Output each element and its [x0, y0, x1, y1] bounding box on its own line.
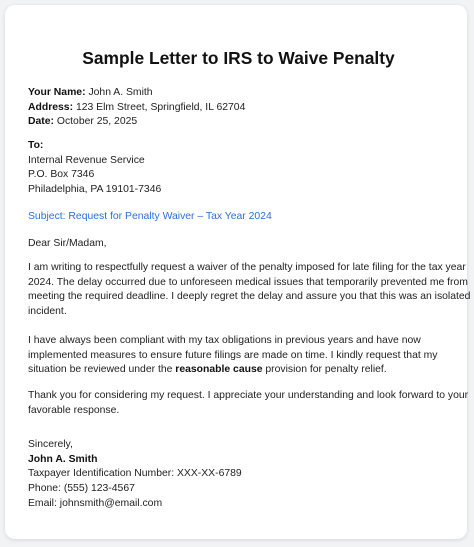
recipient-block — [28, 139, 453, 198]
sender-address-value: 123 Elm Street, Springfield, IL 62704 — [75, 101, 246, 113]
sender-block — [28, 86, 453, 130]
closing-phone: Phone: (555) 123-4567 — [28, 483, 135, 495]
paragraph-2-text: provision for penalty relief. — [262, 364, 387, 376]
letter-card — [5, 5, 471, 539]
sender-date-label: Date: — [28, 116, 54, 128]
paragraph-2 — [28, 334, 453, 378]
sender-address-label: Address: — [28, 101, 74, 113]
paragraph-1-line: meeting the required deadline. I deeply regret the delay and assure you that this was an isolated — [28, 291, 471, 303]
sender-address-line — [28, 101, 453, 116]
paragraph-2-line — [28, 363, 453, 378]
sender-name-label: Your Name: — [28, 87, 86, 98]
paragraph-2-line: I have always been compliant with my tax obligations in previous years and have now — [28, 335, 421, 346]
closing-email: Email: johnsmith@email.com — [28, 497, 163, 509]
sender-date-value: October 25, 2025 — [56, 116, 138, 128]
letter-title: Sample Letter to IRS to Waive Penalty — [82, 48, 395, 68]
recipient-to-label: To: — [28, 140, 44, 151]
paragraph-1-line: I am writing to respectfully request a waiver of the penalty imposed for late filing for the tax year — [28, 262, 466, 273]
paragraph-2-line: implemented measures to ensure future filings are made on time. I kindly request that my — [28, 349, 438, 361]
closing-block — [28, 438, 453, 512]
salutation: Dear Sir/Madam, — [28, 238, 107, 249]
closing-sincerely: Sincerely, — [28, 439, 73, 450]
paragraph-1-line: 2024. The delay occurred due to unforeseen medical issues that temporarily prevented me from — [28, 276, 468, 288]
recipient-line-2: P.O. Box 7346 — [28, 169, 95, 181]
paragraph-3 — [28, 389, 469, 418]
paragraph-1 — [28, 261, 471, 320]
paragraph-3-line: Thank you for considering my request. I appreciate your understanding and look forward to your — [28, 390, 469, 401]
letter-subject: Subject: Request for Penalty Waiver – Tax Year 2024 — [28, 211, 272, 222]
closing-tin: Taxpayer Identification Number: XXX-XX-6789 — [28, 468, 242, 480]
paragraph-3-line: favorable response. — [28, 404, 120, 416]
reasonable-cause-emphasis: reasonable cause — [175, 364, 263, 376]
sender-name-value: John A. Smith — [88, 87, 153, 98]
sender-date-line — [28, 115, 453, 130]
recipient-line-3: Philadelphia, PA 19101-7346 — [28, 184, 162, 196]
paragraph-2-text: situation be reviewed under the — [28, 364, 176, 376]
paragraph-1-line: incident. — [28, 306, 67, 318]
sender-name-line — [28, 86, 453, 101]
closing-name: John A. Smith — [28, 453, 98, 465]
recipient-line-1: Internal Revenue Service — [28, 154, 145, 166]
